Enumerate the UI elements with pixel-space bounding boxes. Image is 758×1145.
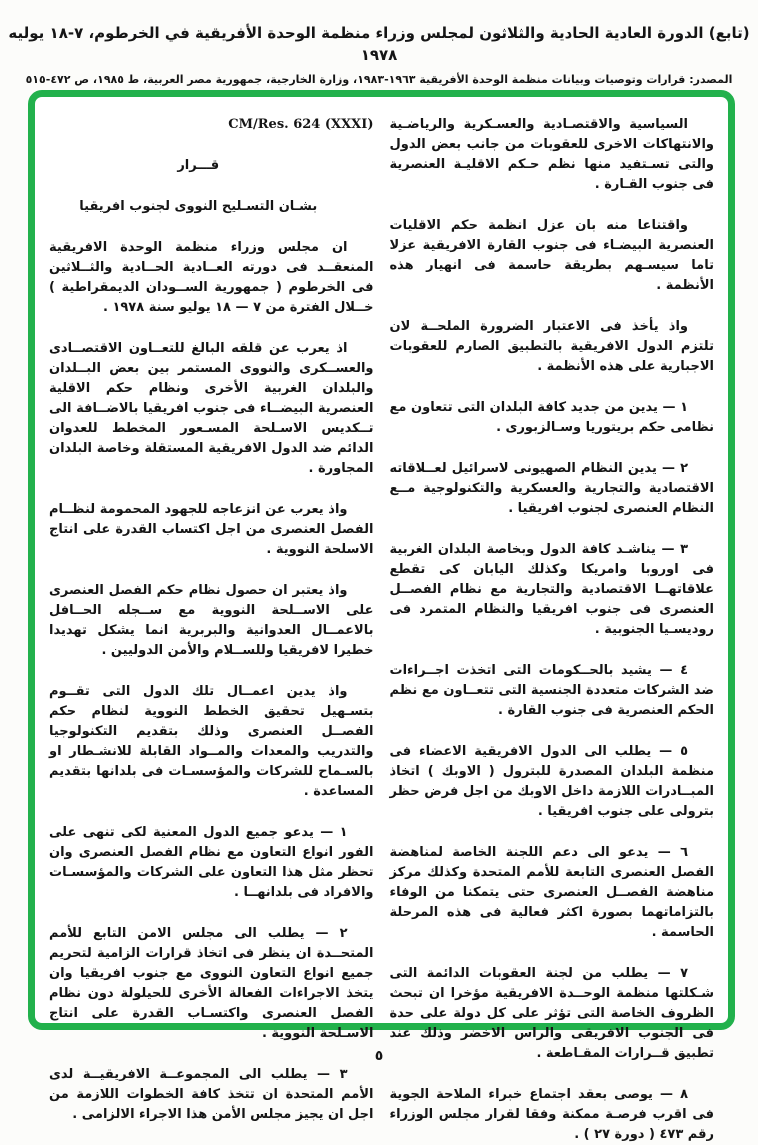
paragraph: واقتناعا منه بان عزل انظمة حكم الاقليات العنصرية البيضـاء فى جنوب القارة الافريقية عزلا تاما سيسـهم بطريقة حاسمة فى انهيار هذه الأنظمة . [389, 218, 714, 293]
page-number: ٥ [374, 1048, 384, 1064]
right-column [389, 115, 715, 1142]
resolution-reference: CM/Res. 624 (XXXI) [228, 117, 374, 132]
preamble-paragraph: واذ يدين اعمــال تلك الدول التى تقــوم بتسـهيل تحقيق الخطط النووية لنظام حكم الفصــل العنصرى وذلك بتقديم التكنولوجيا والتدريب والمعدات والمــواد القابلة للانشـطار او بالسـماح للشركات والمؤسسـات فى بلدانها بتقديم المساعدة . [49, 684, 374, 799]
resolution-title: قـــرار [177, 158, 220, 173]
resolution-clause-3: ٣ — يناشـد كافة الدول وبخاصة البلدان الغربية فى اوروبا وامريكا وكذلك اليابان كى تقطع علاقاتهــا الاقتصادية والتجارية مع نظام الفصــل العنصرى فى جنوب افريقيا والنظام المتمرد فى روديسـيا الجنوبية . [389, 542, 714, 637]
source-citation: المصدر: قرارات وتوصيات وبيانات منظمة الوحدة الأفريقية ١٩٦٣-١٩٨٣، وزارة الخارجية، جمهورية مصر العربية، ط ١٩٨٥، ص ٤٧٢-٥١٥ [25, 73, 733, 86]
paragraph: واذ يأخذ فى الاعتبار الضرورة الملحــة لان تلتزم الدول الافريقية بالتطبيق الصارم للعقوبات الاجبارية على هذه الأنظمة . [389, 319, 714, 374]
resolution-clause-4: ٤ — يشيد بالحــكومات التى اتخذت اجــراءات ضد الشركات متعددة الجنسية التى تتعــاون مع نظم الحكم العنصرية فى جنوب القارة . [389, 663, 714, 718]
resolution-clause-2: ٢ — يدين النظام الصهيونى لاسرائيل لعــلاقاته الاقتصادية والتجارية والعسكرية والتكنولوجية مــع النظام العنصرى لجنوب افريقيا . [389, 461, 714, 516]
resolution-clause-1: ١ — يدعو جميع الدول المعنية لكى تنهى على الفور انواع التعاون مع نظام الفصل العنصرى وان تحظر مثل هذا التعاون على الشركات والمؤسسـات والافراد فى بلدانهــا . [49, 825, 374, 900]
two-column-layout [49, 115, 714, 1142]
resolution-clause-1: ١ — يدين من جديد كافة البلدان التى تتعاون مع نظامى حكم بريتوريا وسـالزبورى . [389, 400, 714, 435]
preamble-paragraph: واذ يعرب عن انزعاجه للجهود المحمومة لنظــام الفصل العنصرى من اجل اكتساب القدرة على انتاج الاسلحة النووية . [49, 502, 374, 557]
paragraph: السياسية والاقتصـادية والعسـكرية والرياضـية والانتهاكات الاخرى للعقوبات من جانب بعض الدول والتى تسـتفيد منها نظم حـكم الاقليـة العنصرية فى جنوب القـارة . [389, 117, 714, 192]
preamble-paragraph: ان مجلس وزراء منظمة الوحدة الافريقية المنعقــد فى دورته العــادية الحــادية والثــلاثين فى الخرطوم ( جمهورية الســودان الديمقراطية ) خــلال الفترة من ٧ — ١٨ يوليو سنة ١٩٧٨ . [49, 240, 374, 315]
resolution-clause-6: ٦ — يدعو الى دعم اللجنة الخاصة لمناهضة الفصل العنصرى التابعة للأمم المتحدة وكذلك مركز مناهضة الفصــل العنصرى حتى يتمكنا من الوفاء بالتزاماتهما بصورة اكثر فعالية فى هذه المرحلة الحاسمة . [389, 845, 714, 940]
resolution-clause-5: ٥ — يطلب الى الدول الافريقية الاعضاء فى منظمة البلدان المصدرة للبترول ( الاوبك ) اتخاذ المبــادرات اللازمة داخل الاوبك من اجل فرض حظر بترولى على جنوب افريقيا . [389, 744, 714, 819]
session-title: (تابع) الدورة العادية الحادية والثلاثون لمجلس وزراء منظمة الوحدة الأفريقية في الخرطوم، ٧-١٨ يوليه ١٩٧٨ [8, 24, 750, 64]
document-frame [28, 90, 735, 1142]
resolution-clause-8: ٨ — يوصى بعقد اجتماع خبراء الملاحة الجوية فى اقرب فرصـة ممكنة وفقا لقرار مجلس الوزراء رقم ٤٧٣ ( دورة ٢٧ ) . [389, 1087, 714, 1142]
resolution-subject: بشـان التسـليح النووى لجنوب افريقيا [79, 199, 318, 214]
left-column [49, 115, 374, 1122]
resolution-clause-3: ٣ — يطلب الى المجموعــة الافريقيــة لدى الأمم المتحدة ان تتخذ كافة الخطوات اللازمة من اجل ان يجيز مجلس الأمن هذا الاجراء الالزامى . [49, 1067, 374, 1122]
resolution-clause-2: ٢ — يطلب الى مجلس الامن التابع للأمم المتحــدة ان ينظر فى اتخاذ قرارات الزامية لتحريم جميع انواع التعاون النووى مع جنوب افريقيا وان يتخذ الاجراءات الفعالة الأخرى للحيلولة دون نظام الفصل العنصرى واكتسـاب القدرة على انتاج الاسـلحة النووية . [49, 926, 374, 1041]
resolution-clause-7: ٧ — يطلب من لجنة العقوبات الدائمة التى شـكلتها منظمة الوحــدة الافريقية مؤخرا ان تبحث الظروف الخاصة التى تؤثر على كل دولة على حدة فى الجنوب الافريقى والراس الاخضر وذلك عند تطبيق قــرارات المقـاطعة . [389, 966, 714, 1061]
page-header [0, 22, 758, 87]
preamble-paragraph: واذ يعتبر ان حصول نظام حكم الفصل العنصرى على الاســلحة النووية مع ســجله الحــافل بالاعمــال العدوانية والبربرية انما يشكل تهديدا خطيرا لافريقيا وللســلام والأمن الدوليين . [49, 583, 374, 658]
preamble-paragraph: اذ يعرب عن قلقه البالغ للتعــاون الاقتصــادى والعســكرى والنووى المستمر بين بعض البــلدان والبلدان الغربية الأخرى ونظام حكم الاقلية العنصرية البيضــاء فى جنوب افريقيا بالاضــافة الى تــكديس الاسـلحة المسـعور المخطط للعدوان الدائم ضد الدول الافريقية المستقلة وخاصة البلدان المجاورة . [49, 341, 374, 476]
